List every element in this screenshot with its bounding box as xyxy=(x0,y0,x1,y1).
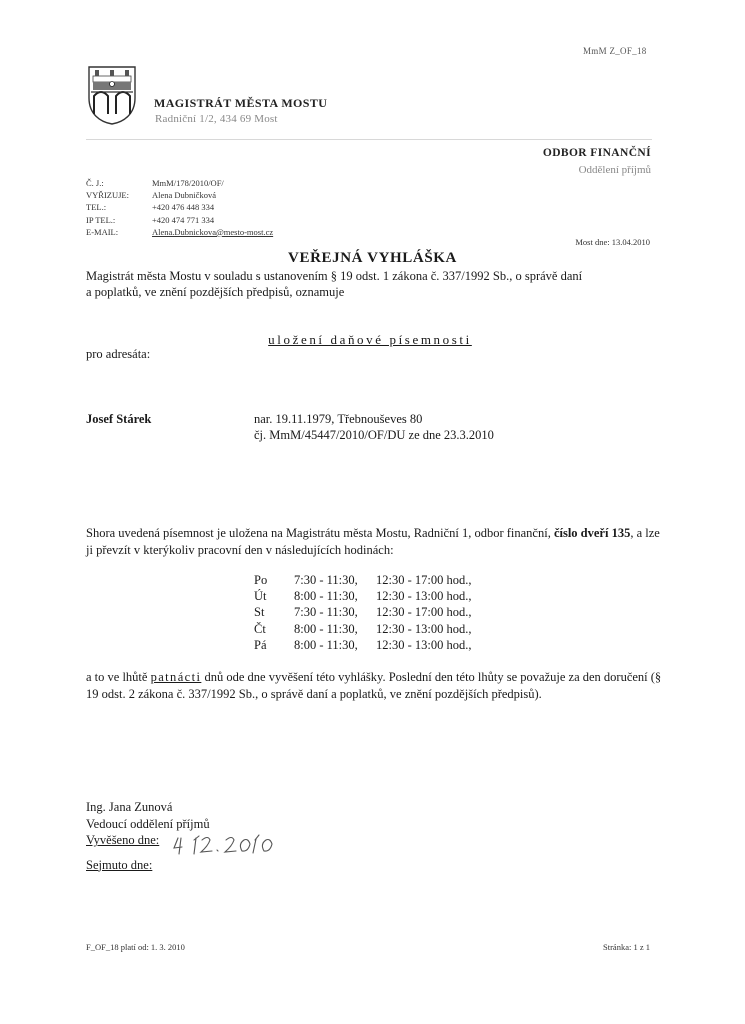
email-key: E-MAIL: xyxy=(86,226,119,237)
addressee-name: Josef Stárek xyxy=(86,412,152,426)
addressee-birth-address: nar. 19.11.1979, Třebnouševes 80 xyxy=(254,412,423,426)
notice-subject: uložení daňové písemnosti xyxy=(268,332,472,347)
phone-key: TEL.: xyxy=(86,202,107,213)
department-name: ODBOR FINANČNÍ xyxy=(542,147,651,159)
ip-phone-row xyxy=(86,214,273,226)
reference-value: MmM/178/2010/OF/ xyxy=(152,178,224,188)
hours-afternoon: 12:30 - 13:00 hod., xyxy=(376,621,472,636)
hours-morning: 8:00 - 11:30, xyxy=(294,637,358,652)
hours-day: Pá xyxy=(254,637,267,652)
deadline-paragraph xyxy=(86,669,664,703)
signatory-name: Ing. Jana Zunová xyxy=(86,800,173,814)
hours-row xyxy=(254,637,471,653)
form-validity: F_OF_18 platí od: 1. 3. 2010 xyxy=(86,942,185,952)
hours-morning: 8:00 - 11:30, xyxy=(294,621,358,636)
organization-address: Radniční 1/2, 434 69 Most xyxy=(155,113,278,125)
hours-day: Po xyxy=(254,573,268,587)
hours-afternoon: 12:30 - 13:00 hod., xyxy=(376,637,472,652)
addressee-reference: čj. MmM/45447/2010/OF/DU ze dne 23.3.2010 xyxy=(254,428,494,442)
addressee-details xyxy=(254,411,494,443)
hours-afternoon: 12:30 - 13:00 hod., xyxy=(376,589,472,604)
handler-row xyxy=(86,189,273,201)
deadline-period: patnácti xyxy=(150,670,202,684)
hours-afternoon: 12:30 - 17:00 hod., xyxy=(376,573,472,587)
door-number: číslo dveří 135 xyxy=(553,526,631,540)
issue-date: Most dne: 13.04.2010 xyxy=(575,237,650,247)
handler-key: VYŘIZUJE: xyxy=(86,190,129,201)
hours-row xyxy=(254,572,471,588)
page-number: Stránka: 1 z 1 xyxy=(603,942,650,952)
phone-value: +420 476 448 334 xyxy=(152,202,215,213)
addressee-label: pro adresáta: xyxy=(86,347,151,361)
document-code: MmM Z_OF_18 xyxy=(583,46,647,56)
removed-label: Sejmuto dne: xyxy=(86,857,153,872)
pickup-text-start: Shora uvedená písemnost je uložena na Magistrátu města Mostu, Radniční 1, odbor finanční, xyxy=(86,526,551,540)
hours-row xyxy=(254,588,471,604)
hours-day: Čt xyxy=(254,621,266,636)
hours-row xyxy=(254,604,471,620)
hours-day: Út xyxy=(254,589,267,604)
handwritten-posted-date xyxy=(172,830,282,858)
sub-department-name: Oddělení příjmů xyxy=(578,164,651,176)
hours-day: St xyxy=(254,605,265,620)
ip-phone-key: IP TEL.: xyxy=(86,214,116,225)
header-divider xyxy=(86,139,652,140)
reference-block xyxy=(86,177,273,238)
intro-line-1: Magistrát města Mostu v souladu s ustanovením § 19 odst. 1 zákona č. 337/1992 Sb., o správě daní xyxy=(86,269,583,283)
email-row xyxy=(86,226,273,238)
office-hours-table xyxy=(254,572,471,653)
document-title: VEŘEJNÁ VYHLÁŠKA xyxy=(288,250,457,266)
deadline-text-start: a to ve lhůtě xyxy=(86,670,151,684)
hours-morning: 7:30 - 11:30, xyxy=(294,605,358,620)
email-link[interactable]: Alena.Dubnickova@mesto-most.cz xyxy=(152,226,274,237)
organization-name: MAGISTRÁT MĚSTA MOSTU xyxy=(154,96,328,110)
hours-row xyxy=(254,621,471,637)
pickup-text-end: , a lze ji převzít v kterýkoliv pracovní den v následujících hodinách: xyxy=(86,526,660,557)
signatory-role: Vedoucí oddělení příjmů xyxy=(86,816,210,831)
deadline-text-end: dnů ode dne vyvěšení této vyhlášky. Poslední den této lhůty se považuje za den doručení (§ 19 odst. 2 zákona č. 337/1992 Sb., o správě daní a poplatků, ve znění pozdějších předpisů). xyxy=(86,670,662,701)
city-crest-icon xyxy=(86,64,138,126)
reference-row xyxy=(86,177,273,189)
reference-key: Č. J.: xyxy=(86,178,104,188)
intro-line-2: a poplatků, ve znění pozdějších předpisů, oznamuje xyxy=(86,285,345,299)
pickup-paragraph xyxy=(86,525,660,559)
posted-label: Vyvěšeno dne: xyxy=(86,833,160,847)
hours-morning: 7:30 - 11:30, xyxy=(294,573,358,587)
hours-morning: 8:00 - 11:30, xyxy=(294,589,358,604)
handler-value: Alena Dubničková xyxy=(152,190,216,201)
ip-phone-value: +420 474 771 334 xyxy=(152,214,215,225)
hours-afternoon: 12:30 - 17:00 hod., xyxy=(376,605,472,620)
phone-row xyxy=(86,201,273,213)
intro-paragraph xyxy=(86,268,658,300)
